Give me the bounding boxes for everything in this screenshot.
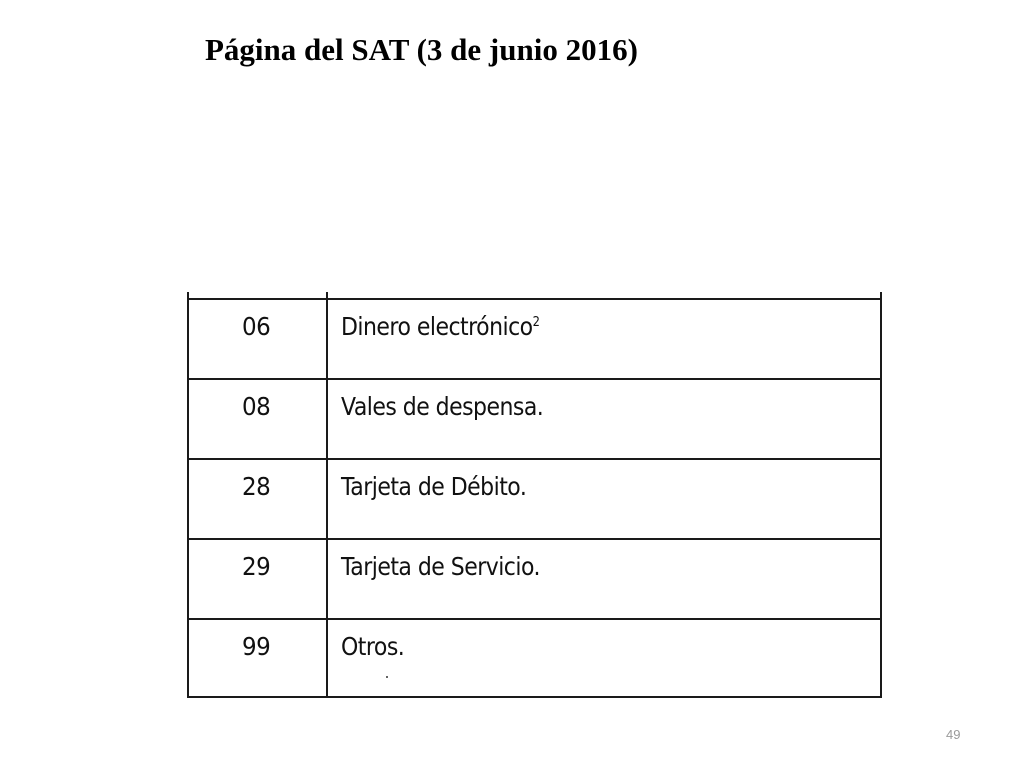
payment-code: 29 [242,552,271,581]
payment-codes-table [184,292,884,698]
table-row [184,460,884,540]
payment-description: Otros. [341,632,405,661]
payment-description: Tarjeta de Servicio. [341,552,540,581]
scan-speck [386,676,388,678]
table-row [184,380,884,460]
payment-description: Dinero electrónico$^2$ [341,312,540,341]
payment-code: 28 [242,472,271,501]
payment-description: Tarjeta de Débito. [341,472,527,501]
footnote-marker: 2 [532,315,540,330]
table-row [184,300,884,380]
payment-code: 08 [242,392,271,421]
payment-code: 06 [242,312,271,341]
table-row [184,540,884,620]
payment-code: 99 [242,632,271,661]
payment-description: Vales de despensa. [341,392,544,421]
page-number: 49 [946,727,961,742]
slide-title: Página del SAT (3 de junio 2016) [205,32,638,67]
table-row [184,620,884,700]
